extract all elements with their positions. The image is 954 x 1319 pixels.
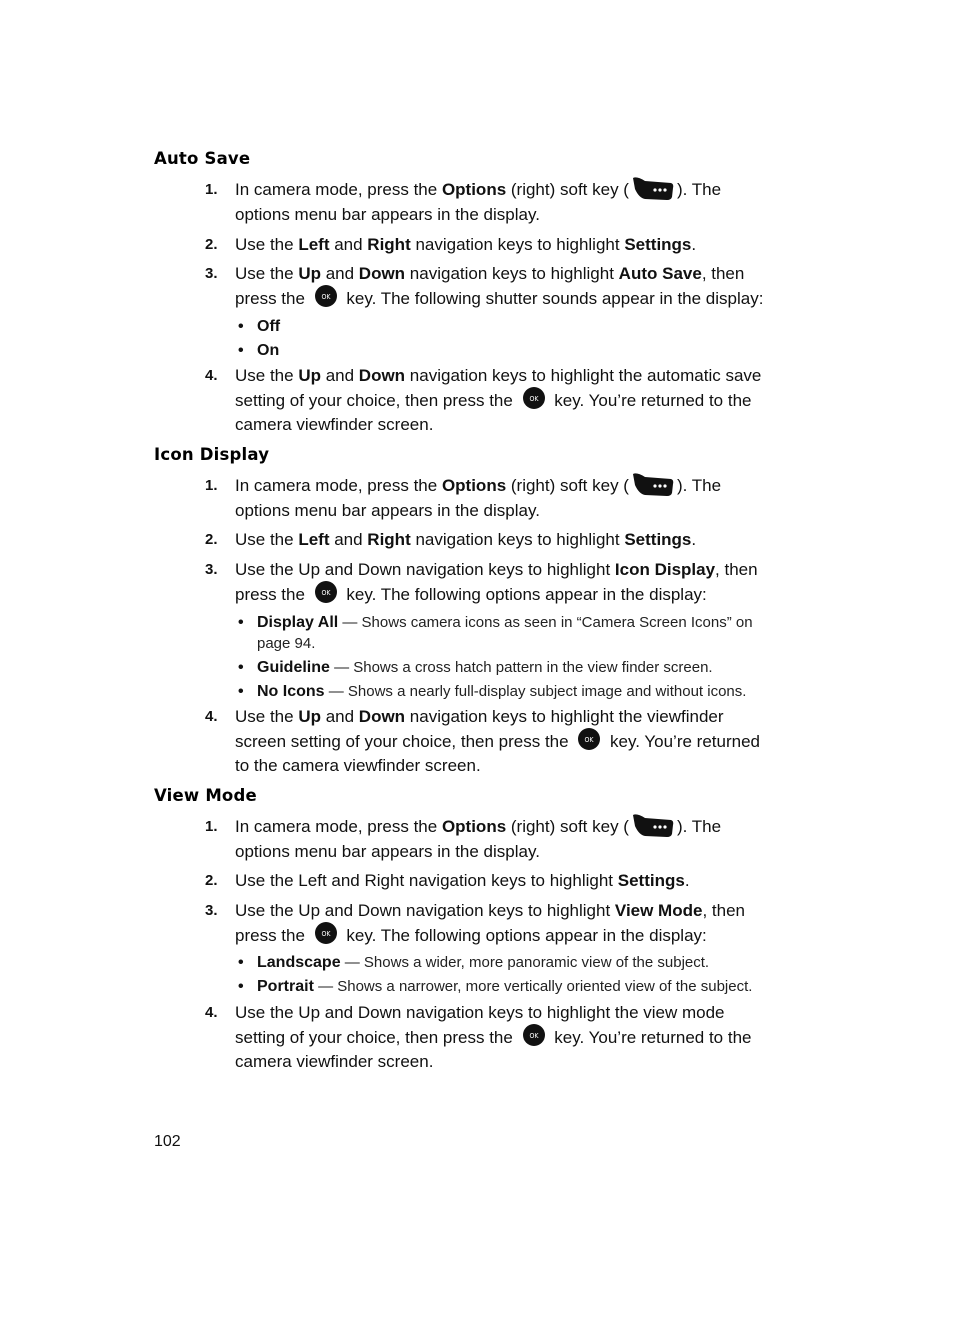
svg-text:OK: OK bbox=[584, 736, 594, 745]
step-3: 3. Use the Up and Down navigation keys to highlight Icon Display, then press the OK key. The following options appear in the display: bbox=[205, 560, 758, 604]
ok-key-icon bbox=[522, 1023, 546, 1047]
option-bullet: • Guideline — Shows a cross hatch pattern in the view finder screen. bbox=[238, 659, 713, 676]
svg-text:OK: OK bbox=[321, 930, 331, 939]
step-2: 2. Use the Left and Right navigation keys to highlight Settings. bbox=[205, 530, 697, 549]
option-bullet: • Off bbox=[238, 318, 281, 335]
svg-text:OK: OK bbox=[321, 589, 331, 598]
step-4: 4. Use the Up and Down navigation keys to highlight the automatic save setting of your choice, then press the OK key. You’re returned to the camera viewfinder screen. bbox=[205, 366, 762, 434]
step-1: 1. In camera mode, press the Options (right) soft key ( ). The options menu bar appears in the display. bbox=[205, 474, 775, 523]
option-bullet: • Landscape — Shows a wider, more panoramic view of the subject. bbox=[238, 954, 710, 971]
svg-text:OK: OK bbox=[321, 293, 331, 302]
svg-text:OK: OK bbox=[529, 395, 539, 404]
step-3: 3. Use the Up and Down navigation keys to highlight View Mode, then press the OK key. The following options appear in the display: bbox=[205, 901, 745, 945]
ok-key-icon bbox=[314, 284, 338, 308]
option-bullet: • Display All — Shows camera icons as seen in “Camera Screen Icons” on page 94. bbox=[238, 614, 753, 652]
step-1: 1. In camera mode, press the Options (right) soft key ( ). The options menu bar appears in the display. bbox=[205, 815, 775, 864]
option-bullet: • On bbox=[238, 342, 280, 359]
step-3: 3. Use the Up and Down navigation keys to highlight Auto Save, then press the OK key. The following shutter sounds appear in the display: bbox=[205, 264, 764, 308]
section-heading-icon-display: Icon Display bbox=[154, 445, 270, 464]
ok-key-icon bbox=[314, 921, 338, 945]
page-number: 102 bbox=[154, 1133, 181, 1150]
step-1: 1. In camera mode, press the Options (right) soft key ( ). The options menu bar appears in the display. bbox=[205, 178, 775, 227]
options-soft-key-icon bbox=[631, 175, 675, 201]
ok-key-icon bbox=[314, 580, 338, 604]
step-2: 2. Use the Left and Right navigation keys to highlight Settings. bbox=[205, 871, 690, 890]
option-bullet: • No Icons — Shows a nearly full-display subject image and without icons. bbox=[238, 683, 747, 700]
svg-text:OK: OK bbox=[529, 1032, 539, 1041]
ok-key-icon bbox=[577, 727, 601, 751]
ok-key-icon bbox=[522, 386, 546, 410]
options-soft-key-icon bbox=[631, 471, 675, 497]
section-heading-auto-save: Auto Save bbox=[154, 149, 251, 168]
step-4: 4. Use the Up and Down navigation keys to highlight the view mode setting of your choice, then press the OK key. You’re returned to the camera viewfinder screen. bbox=[205, 1003, 752, 1071]
step-2: 2. Use the Left and Right navigation keys to highlight Settings. bbox=[205, 235, 697, 254]
section-heading-view-mode: View Mode bbox=[154, 786, 257, 805]
option-bullet: • Portrait — Shows a narrower, more vertically oriented view of the subject. bbox=[238, 978, 753, 995]
step-4: 4. Use the Up and Down navigation keys to highlight the viewfinder screen setting of your choice, then press the OK key. You’re returned to the camera viewfinder screen. bbox=[205, 707, 760, 775]
options-soft-key-icon bbox=[631, 812, 675, 838]
